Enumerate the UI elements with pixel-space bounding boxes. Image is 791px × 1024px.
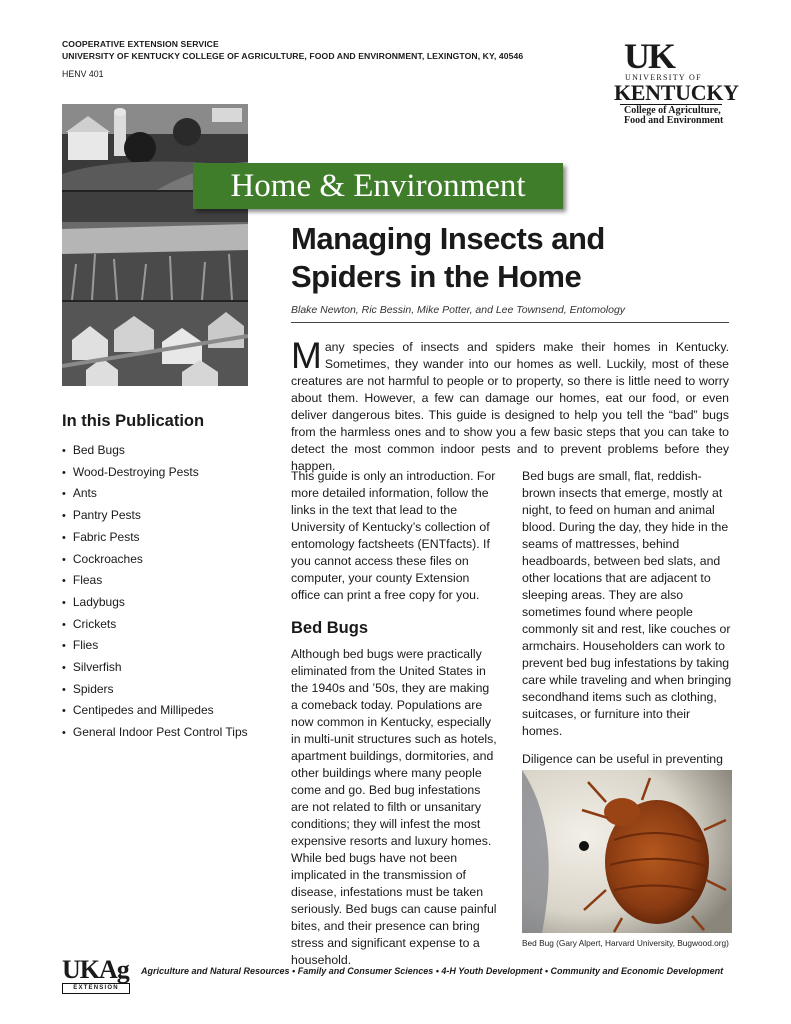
photo-collage [62,104,248,386]
toc-item[interactable]: • Ants [62,483,248,505]
column-right [522,468,732,785]
header-service: COOPERATIVE EXTENSION SERVICE [62,39,219,49]
toc-item[interactable]: • Fleas [62,570,248,592]
toc-list [62,440,248,744]
header-college-line: UNIVERSITY OF KENTUCKY COLLEGE OF AGRICULTURE, FOOD AND ENVIRONMENT, LEXINGTON, KY, 40546 [62,51,524,61]
intro-paragraph [291,335,729,475]
page-title [291,220,711,296]
ukag-logo-sub: EXTENSION [62,983,130,994]
photo-caption: Bed Bug (Gary Alpert, Harvard University, Bugwood.org) [522,938,729,948]
toc-item[interactable]: • Cockroaches [62,549,248,571]
toc-item[interactable]: • Fabric Pests [62,527,248,549]
drop-cap: M [291,335,322,376]
uk-logo-college-line1: College of Agriculture, [624,105,721,116]
toc-item[interactable]: • Bed Bugs [62,440,248,462]
toc-item[interactable]: • Flies [62,635,248,657]
section-heading-bed-bugs: Bed Bugs [291,619,369,637]
ukag-logo-text: UKAg [62,955,129,984]
publication-code: HENV 401 [62,69,104,79]
toc-item[interactable]: • Spiders [62,679,248,701]
toc-item[interactable]: • Ladybugs [62,592,248,614]
bed-bugs-paragraph: Although bed bugs were practically eliminated from the United States in the 1940s and ’50s, they are making a comeback today. Populations are now common in Kentucky, especially in multi-unit structures such as hotels, apartment buildings, dormitories, and other buildings where many people come and go. Bed bug infestations are not related to filth or unsanitary conditions; they will infest the most expensive resorts and luxury homes. While bed bugs have not been implicated in the transmission of disease, infestations must be taken seriously. Bed bugs can cause painful bites, and their presence can bring stress and significant expense to a household. [291,647,497,967]
bed-bug-photo [522,770,732,933]
page-title-line1: Managing Insects and [291,221,605,256]
authors: Blake Newton, Ric Bessin, Mike Potter, and Lee Townsend, Entomology [291,304,626,316]
title-divider [291,322,729,323]
toc-title: In this Publication [62,412,205,430]
uk-logo-kentucky: KENTUCKY [614,80,739,105]
page-title-line2: Spiders in the Home [291,259,582,294]
toc-item[interactable]: • Crickets [62,614,248,636]
uk-logo-college-line2: Food and Environment [624,115,724,126]
ukag-extension-logo [62,957,130,991]
toc-item[interactable]: • Pantry Pests [62,505,248,527]
uk-logo-university: UNIVERSITY OF [625,73,702,82]
neighborhood-photo [62,302,248,386]
section-banner: Home & Environment [193,163,563,209]
column-left [291,468,497,969]
intro-text: any species of insects and spiders make their homes in Kentucky. Sometimes, they wander into our homes as well. Luckily, most of these creatures are not harmful to people or to property, so there is little need to worry about them. However, a few can damage our homes, eat our food, or even deliver dangerous bites. This guide is designed to help you tell the “bad” bugs from the harmless ones and to show you a few basic steps that you can take to detect the most common indoor pests and to prevent problems before they happen. [291,340,729,473]
toc-item[interactable]: • General Indoor Pest Control Tips [62,722,248,744]
guide-intro-paragraph: This guide is only an introduction. For more detailed information, follow the links in the text that lead to the University of Kentucky’s collection of entomology factsheets (ENTfacts). If you cannot access these files on computer, your county Extension office can print a free copy for you. [291,469,496,602]
toc-item[interactable]: • Centipedes and Millipedes [62,700,248,722]
toc-item[interactable]: • Wood-Destroying Pests [62,462,248,484]
toc-item[interactable]: • Silverfish [62,657,248,679]
bed-bugs-description-paragraph: Bed bugs are small, flat, reddish-brown insects that emerge, mostly at night, to feed on human and animal blood. During the day, they hide in the seams of mattresses, behind headboards, between bed slats, and other locations that are adjacent to sleeping areas. They are also sometimes found where people commonly sit and rest, like couches or armchairs. Householders can work to prevent bed bug infestations by taking care while traveling and when bringing secondhand items such as clothing, suitcases, or furniture into their homes. [522,469,732,738]
bed-bugs-diligence-paragraph: Diligence can be useful in preventing [522,752,723,766]
uk-logo-mark: UK [624,36,674,76]
uk-logo [612,36,739,128]
footer-programs: Agriculture and Natural Resources • Family and Consumer Sciences • 4-H Youth Development • Community and Economic Development [141,966,724,976]
